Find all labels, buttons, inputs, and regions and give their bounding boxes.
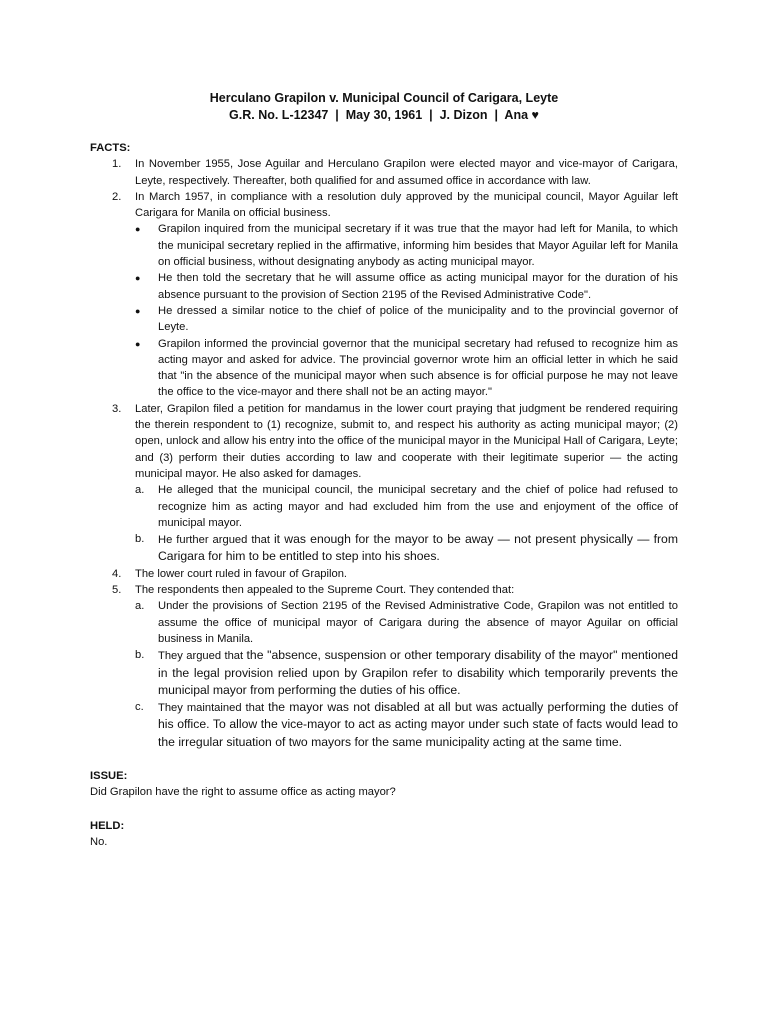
bullet-icon: ● — [135, 224, 141, 235]
sub-text: He alleged that the municipal council, the municipal secretary and the chief of police had refused to recognize him as acting mayor and had excluded him from the use and enjoyment of the office of municipal mayor. — [158, 484, 678, 529]
bullet-icon: ● — [135, 305, 141, 316]
fact-item-5 — [90, 582, 678, 751]
fact-text: The lower court ruled in favour of Grapilon. — [135, 567, 348, 580]
spacer — [90, 801, 678, 818]
bullet-item — [135, 303, 678, 336]
fact-number: 1. — [112, 158, 122, 171]
sub-item — [113, 699, 678, 751]
bullet-item — [135, 270, 678, 303]
case-citation: G.R. No. L-12347 | May 30, 1961 | J. Dizon | Ana ♥ — [229, 108, 539, 122]
held-text: No. — [90, 835, 108, 848]
fact-item-4 — [90, 566, 678, 582]
issue-text: Did Grapilon have the right to assume office as acting mayor? — [90, 786, 396, 799]
bullet-text: Grapilon informed the provincial governor that the municipal secretary had refused to recognize him as acting mayor and asked for advice. The provincial governor wrote him an official letter in which he said that "in the absence of the municipal mayor when such absence is for official purpose he may not leave the office to the vice-mayor and there shall not be an acting mayor." — [158, 337, 678, 399]
facts-heading: FACTS: — [90, 142, 131, 154]
bullet-icon: ● — [135, 338, 141, 349]
sub-text-lead: They maintained that — [158, 702, 269, 715]
sub-text: Under the provisions of Section 2195 of the Revised Administrative Code, Grapilon was not entitled to assume the office of municipal mayor of Carigara during the absence of mayor Aguilar on official business in Manila. — [158, 600, 678, 645]
fact-number: 2. — [112, 190, 122, 203]
fact-text: In November 1955, Jose Aguilar and Herculano Grapilon were elected mayor and vice-mayor of Carigara, Leyte, respectively. Thereafter, both qualified for and assumed office in accordance with law. — [135, 158, 678, 187]
bullet-text: He then told the secretary that he will assume office as acting municipal mayor for the duration of his absence pursuant to the provision of Section 2195 of the Revised Administrative Code". — [158, 272, 678, 301]
fact-text: Later, Grapilon filed a petition for mandamus in the lower court praying that judgment be rendered requiring the therein respondent to (1) recognize, submit to, and respect his authority as acting municipal mayor; (2) open, unlock and allow his entry into the office of the municipal mayor in the Municipal Hall of Carigara, Leyte; and (3) perform their duties according to law and cooperate with their legitimate superior — the acting municipal mayor. He also asked for damages. — [135, 402, 678, 480]
sub-text-emphasis: the "absence, suspension or other temporary disability of the mayor" mentioned in the legal provision relied upon by Grapilon refer to disability which temporarily prevents the municipal mayor from performing the duties of his office. — [158, 648, 678, 697]
sub-letter: a. — [135, 600, 145, 613]
sub-item — [113, 598, 678, 647]
fact-sub-list — [113, 482, 678, 565]
bullet-text: He dressed a similar notice to the chief of police of the municipality and to the provincial governor of Leyte. — [158, 304, 678, 334]
fact-text: The respondents then appealed to the Supreme Court. They contended that: — [135, 584, 515, 597]
sub-text-emphasis: it was enough for the mayor to be away — not present physically — from Carigara for him to be entitled to step into his shoes. — [158, 532, 678, 564]
fact-text: In March 1957, in compliance with a resolution duly approved by the municipal council, Mayor Aguilar left Carigara for Manila on official business. — [135, 190, 678, 220]
case-title: Herculano Grapilon v. Municipal Council of Carigara, Leyte — [209, 91, 559, 105]
fact-sub-list — [113, 598, 678, 751]
sub-letter: b. — [135, 533, 145, 546]
fact-number: 3. — [112, 402, 122, 415]
sub-letter: c. — [135, 701, 144, 714]
fact-bullet-list — [135, 221, 678, 400]
bullet-item — [135, 336, 678, 401]
fact-number: 4. — [112, 567, 122, 580]
fact-item-1 — [90, 156, 678, 189]
sub-letter: a. — [135, 484, 145, 497]
held-heading: HELD: — [90, 819, 125, 832]
bullet-text: Grapilon inquired from the municipal secretary if it was true that the mayor had left for Manila, to which the municipal secretary replied in the affirmative, informing him besides that Mayor Aguilar left for Manila on official business, without designating anybody as acting municipal mayor. — [158, 223, 678, 269]
facts-list — [90, 156, 678, 751]
fact-item-3 — [90, 401, 678, 566]
case-header — [0, 90, 768, 124]
bullet-item — [135, 221, 678, 270]
sub-text-lead: They argued that — [158, 650, 247, 663]
bullet-icon: ● — [135, 273, 141, 284]
spacer — [90, 751, 678, 768]
sub-item — [113, 482, 678, 531]
fact-item-2 — [90, 189, 678, 401]
sub-item — [113, 531, 678, 566]
fact-number: 5. — [112, 584, 122, 597]
digest-body — [90, 140, 678, 850]
sub-text-emphasis: the mayor was not disabled at all but was actually performing the duties of his office. To allow the vice-mayor to act as acting mayor under such state of facts would lead to the irregular situation of two mayors for the same municipality acting at the same time. — [158, 700, 678, 749]
sub-item — [113, 647, 678, 699]
sub-text-lead: He further argued that — [158, 534, 274, 547]
issue-heading: ISSUE: — [90, 769, 128, 782]
sub-letter: b. — [135, 649, 145, 662]
